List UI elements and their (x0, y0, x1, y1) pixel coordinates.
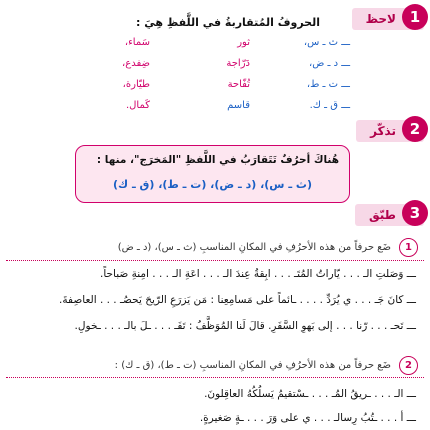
exercise-2-sentence-2: ـــ أ . . . ـتُبُ رِسالـ . . . ي على وَرَ . . . ـةٍ صَغيرةٍ. (199, 412, 416, 424)
letters-pair: ـــ ث ـ س، (303, 37, 350, 48)
section-3-number: 3 (402, 200, 428, 226)
letters-pair: ـــ ق ـ ك. (309, 100, 350, 111)
exercise-1-sentence-2: ـــ كانَ جَـ . . . ي يُرَدِّ . . . . ـائماً على مَسامِعِنا : مَن يَزرَعِ الرّيحَ يَحصُـ . . . العاصِفةَ. (59, 294, 416, 306)
example-word: طيّارة، (122, 79, 150, 90)
exercise-1-number: 1 (399, 238, 418, 257)
letters-row-3 (70, 79, 350, 90)
example-word: تُفّاحة (227, 79, 250, 90)
example-word: دَرّاجة (226, 58, 250, 69)
example-word: كَمال. (125, 100, 150, 111)
exercise-1-instruction: ضَع حرفاً من هذه الأحرُفِ في المكانِ المناسبِ (ث ـ س)، (د ـ ض) (117, 242, 391, 253)
remember-pairs: (ث ـ س)، (د ـ ض)، (ت ـ ط)، (ق ـ ك) (113, 178, 312, 191)
letters-pair: ـــ د ـ ض، (308, 58, 350, 69)
section-2-number: 2 (402, 116, 428, 142)
exercise-2-instruction: ضَع حرفاً من هذه الأحرُفِ في المكانِ المناسبِ (ت ـ ط)، (ق ـ ك) : (114, 360, 391, 371)
letters-row-1 (70, 37, 350, 48)
exercise-2-number: 2 (399, 356, 418, 375)
letters-row-4 (70, 100, 350, 111)
exercise-1-sentence-3: ـــ تَحـ . . . رّنا . . . إلى بَهوِ السَّفَرِ. قالَ لَنا المُوَظَّفُ : تَفَـ . . . ـلَ بالـ . . . ـخولِ. (74, 320, 416, 332)
section-3-tab (355, 202, 424, 228)
section-3-label: طبّق (355, 204, 424, 226)
example-word: ثور (237, 37, 250, 48)
exercise-2-sentence-1: ـــ الـ . . . ـريقُ المُـ . . . ـسْتقيمُ يَسلُكُهُ العاقِلونَ. (204, 388, 416, 400)
example-word: ضِفدع، (122, 58, 150, 69)
section-2-label: تذكّر (356, 120, 424, 142)
section-1-tab (352, 6, 424, 32)
example-word: قاسم (227, 100, 250, 111)
remember-text: هُناكَ أحرُفٌ تَتَقارَبُ في اللَّفظِ "المَخرَج"، منها : (96, 154, 339, 166)
section-1-heading: الحروفُ المُتقاربةُ في اللَّفظِ هِيَ : (136, 16, 320, 29)
section-2-tab (356, 118, 424, 144)
letters-pair: ـــ ت ـ ط، (306, 79, 350, 90)
exercise-1-sentence-1: ـــ وَصَلتِ الـ . . . يّاراتُ المُتَـ . . . ابِقةُ عِندَ الـ . . . اعَةِ الـ . . . امِنةِ صَباحاً. (99, 268, 416, 280)
exercise-2-instruction-row (6, 356, 418, 375)
remember-box (75, 145, 350, 203)
letters-row-2 (70, 58, 350, 69)
example-word: سَماء، (124, 37, 150, 48)
section-1-label: لاحظ (352, 8, 424, 30)
exercise-1-instruction-row (6, 238, 418, 257)
divider (6, 260, 424, 261)
section-1-number: 1 (402, 4, 428, 30)
divider (6, 377, 424, 378)
